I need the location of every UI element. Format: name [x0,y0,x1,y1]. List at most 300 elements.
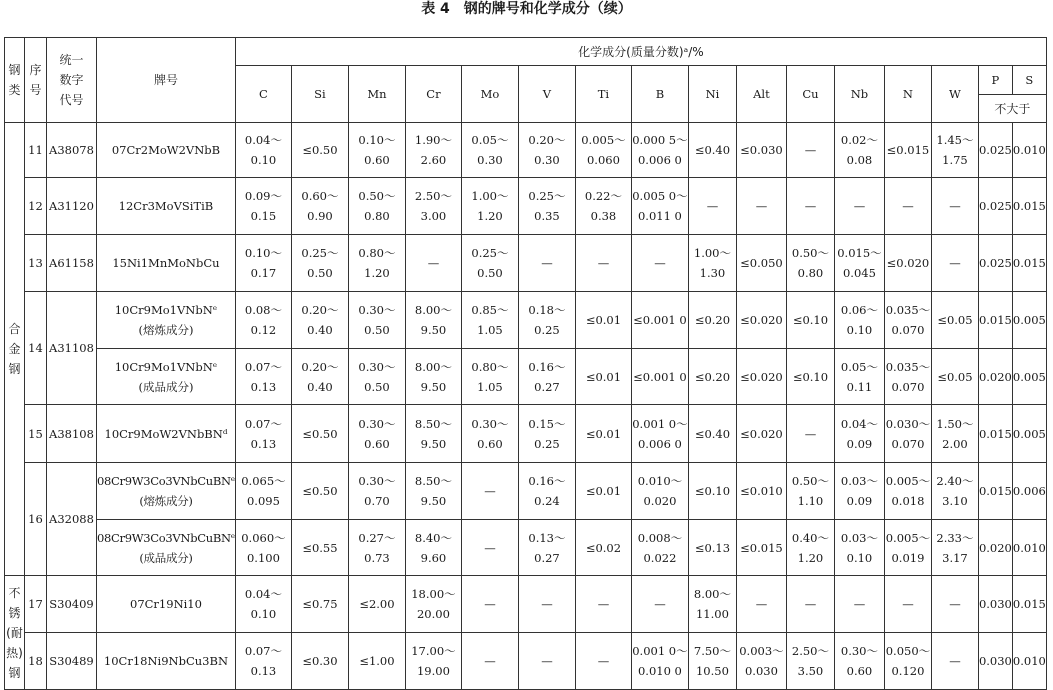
element-ni-cell [688,178,736,235]
element-s-cell: 0.010 [1012,123,1046,178]
element-si-cell [291,123,348,178]
element-nb-cell [834,123,884,178]
value-line: ≤0.030 [740,143,783,157]
element-p-cell: 0.025 [978,235,1012,292]
element-alt-cell [736,349,786,405]
value-line: 0.07～ [244,644,282,658]
value-line: ≤2.00 [359,597,395,611]
element-n-cell [884,235,931,292]
value-line: 9.60 [420,550,447,565]
value-line: 0.13～ [528,530,566,545]
grade-line: 15Ni1MnMoNbCu [112,256,220,270]
element-alt-cell [736,123,786,178]
header-element-w: W [931,66,978,123]
element-w-cell [931,576,978,633]
grade-line: (熔炼成分) [138,323,194,337]
value-line: — [484,540,496,555]
value-line: 1.30 [699,266,726,280]
value-line: — [853,199,866,213]
element-n-cell [884,123,931,178]
element-s-cell: 0.010 [1012,633,1046,690]
value-line: ≤0.50 [302,143,338,157]
element-nb-cell [834,576,884,633]
value-line: 0.035～ [885,359,931,374]
value-line: 0.80 [364,209,390,223]
element-cr-cell [405,123,461,178]
element-mn-cell [348,349,405,405]
value-line: 3.10 [942,494,968,508]
value-line: — [902,597,914,611]
value-line: 0.10～ [358,133,396,147]
value-line: — [597,654,610,668]
value-line: ≤0.05 [937,369,973,384]
grade-cell [97,405,236,463]
element-n-cell [884,349,931,405]
value-line: 9.50 [420,323,447,337]
grade-line: (成品成分) [138,379,194,394]
element-ni-cell [688,349,736,405]
unified-code-cell: A38108 [47,405,97,463]
value-line: 8.50～ [414,474,452,488]
value-line: 0.60 [846,664,873,678]
value-line: 0.22～ [584,189,622,203]
element-c-cell [235,405,291,463]
value-line: 0.005 0～ [632,189,688,203]
grade-cell [97,463,236,520]
value-line: 8.00～ [693,587,731,601]
value-line: 2.50～ [791,644,829,658]
value-line: ≤0.75 [302,597,338,611]
grade-line: 08Cr9W3Co3VNbCuBNᵉ [97,530,235,545]
grade-cell [97,520,236,576]
element-p-cell: 0.015 [978,405,1012,463]
grade-line: 12Cr3MoVSiTiB [118,199,214,213]
header-element-si: Si [291,66,348,123]
element-n-cell [884,405,931,463]
unified-code-cell: S30489 [47,633,97,690]
element-s-cell: 0.015 [1012,235,1046,292]
value-line: ≤0.020 [740,313,783,327]
value-line: 8.40～ [414,530,452,545]
element-c-cell [235,349,291,405]
element-w-cell [931,123,978,178]
value-line: ≤0.20 [694,313,731,327]
table-title: 表 4 钢的牌号和化学成分（续） [421,1,632,17]
value-line: 0.11 [846,379,873,394]
value-line: 0.60～ [301,189,339,203]
element-nb-cell [834,292,884,349]
unified-code-cell: A31120 [47,178,97,235]
table-row [5,633,1047,690]
seq-no-cell: 17 [25,576,47,633]
value-line: 0.019 [891,550,925,565]
element-b-cell [631,123,688,178]
value-line: 3.17 [942,550,968,565]
value-line: 0.38 [590,209,617,223]
value-line: 7.50～ [693,644,731,658]
steel-class-char: (耐 [6,625,23,640]
value-line: 0.095 [246,494,280,508]
grade-line: 10Cr18Ni9NbCu3BN [103,654,229,668]
value-line: 0.85～ [471,303,509,317]
seq-no-cell: 11 [25,123,47,178]
element-p-cell: 0.020 [978,520,1012,576]
header-element-s: S [1012,66,1046,95]
element-c-cell [235,520,291,576]
grade-cell [97,235,236,292]
element-v-cell [518,349,575,405]
element-mo-cell [461,235,518,292]
value-line: 1.00～ [693,246,731,260]
value-line: — [853,597,866,611]
value-line: — [804,597,817,611]
value-line: 2.60 [420,153,447,167]
element-n-cell [884,292,931,349]
element-cu-cell [786,349,834,405]
value-line: ≤0.01 [585,369,622,384]
header-element-alt: Alt [736,66,786,123]
header-element-mo: Mo [461,66,518,123]
value-line: — [804,426,817,441]
element-ni-cell [688,292,736,349]
element-mn-cell [348,520,405,576]
value-line: 0.30～ [358,359,396,374]
element-v-cell [518,633,575,690]
grade-line: 10Cr9Mo1VNbNᵉ [114,359,218,374]
table-row [5,349,1047,405]
element-cr-cell [405,292,461,349]
element-w-cell [931,405,978,463]
value-line: 0.20～ [301,359,339,374]
value-line: ≤0.10 [694,484,731,498]
value-line: — [484,597,496,611]
steel-class-char: 金 [8,342,21,356]
value-line: 3.50 [797,664,824,678]
value-line: 9.50 [420,436,447,451]
value-line: 0.020 [643,494,677,508]
element-ni-cell [688,235,736,292]
element-alt-cell [736,405,786,463]
value-line: 0.05～ [471,133,509,147]
header-chemical-composition: 化学成分(质量分数)ᵃ/% [235,38,1046,66]
table-row [5,463,1047,520]
value-line: ≤0.50 [302,484,338,498]
grade-cell [97,178,236,235]
grade-line: 10Cr9Mo1VNbNᵉ [114,303,218,317]
element-si-cell [291,463,348,520]
value-line: 0.60 [477,436,503,451]
value-line: ≤0.020 [740,426,783,441]
steel-class-char: 不 [8,585,21,600]
value-line: 0.30～ [358,416,396,431]
value-line: 2.50～ [414,189,452,203]
element-w-cell [931,292,978,349]
element-b-cell [631,576,688,633]
value-line: 1.05 [477,379,503,394]
value-line: 1.10 [797,494,824,508]
element-ni-cell [688,123,736,178]
element-w-cell [931,349,978,405]
element-cu-cell [786,292,834,349]
value-line: 0.011 0 [637,209,682,223]
element-mn-cell [348,463,405,520]
element-alt-cell [736,178,786,235]
value-line: 0.030 [744,664,778,678]
header-element-cr: Cr [405,66,461,123]
value-line: 0.03～ [840,474,878,488]
unified-code-cell: S30409 [47,576,97,633]
element-si-cell [291,235,348,292]
element-n-cell [884,520,931,576]
element-n-cell [884,633,931,690]
value-line: — [949,654,961,668]
value-line: 0.030～ [885,416,931,431]
value-line: 0.005～ [581,133,626,147]
value-line: 0.20～ [301,303,339,317]
element-cr-cell [405,520,461,576]
element-alt-cell [736,463,786,520]
header-element-v: V [518,66,575,123]
element-si-cell [291,576,348,633]
value-line: 0.27 [534,379,560,394]
value-line: 0.16～ [528,474,566,488]
table-row [5,576,1047,633]
element-c-cell [235,576,291,633]
element-s-cell: 0.006 [1012,463,1046,520]
value-line: 1.00～ [471,189,509,203]
element-mo-cell [461,178,518,235]
element-mn-cell [348,235,405,292]
element-mn-cell [348,405,405,463]
value-line: 0.07～ [244,416,282,431]
value-line: 9.50 [420,379,447,394]
value-line: 0.022 [643,550,677,565]
header-element-n: N [884,66,931,123]
element-ni-cell [688,405,736,463]
value-line: 0.35 [534,209,560,223]
grade-line: 10Cr9MoW2VNbBNᵈ [104,426,228,441]
value-line: 0.13 [250,664,277,678]
value-line: — [902,199,914,213]
element-cu-cell [786,520,834,576]
value-line: 0.060 [586,153,620,167]
element-ti-cell [575,123,631,178]
value-line: ≤0.015 [886,143,930,157]
element-b-cell [631,520,688,576]
element-cr-cell [405,463,461,520]
steel-class-char: 锈 [8,605,21,620]
value-line: ≤0.40 [694,143,731,157]
element-ni-cell [688,463,736,520]
element-c-cell [235,463,291,520]
value-line: ≤0.55 [302,540,338,555]
element-mn-cell [348,292,405,349]
element-v-cell [518,123,575,178]
table-row [5,292,1047,349]
value-line: 0.25～ [528,189,566,203]
element-si-cell [291,633,348,690]
element-w-cell [931,178,978,235]
value-line: 8.50～ [414,416,452,431]
value-line: 0.30～ [358,474,396,488]
value-line: 0.015～ [837,246,882,260]
value-line: 0.100 [246,550,280,565]
value-line: 1.90～ [414,133,452,147]
value-line: 3.00 [420,209,447,223]
table-row [5,235,1047,292]
grade-line: 08Cr9W3Co3VNbCuBNᵉ [97,474,235,488]
value-line: 0.13 [250,436,277,451]
value-line: 0.80～ [471,359,509,374]
value-line: 0.003～ [739,644,784,658]
element-nb-cell [834,520,884,576]
unified-code-cell: A32088 [47,463,97,576]
steel-class-cell [5,576,25,690]
element-w-cell [931,463,978,520]
value-line: ≤0.20 [694,369,731,384]
value-line: 0.07～ [244,359,282,374]
value-line: 11.00 [695,607,729,621]
element-cu-cell [786,633,834,690]
value-line: 0.27～ [358,530,396,545]
value-line: 0.02～ [840,133,878,147]
element-s-cell: 0.015 [1012,178,1046,235]
value-line: 0.50～ [791,474,829,488]
value-line: 0.010～ [637,474,683,488]
element-ni-cell [688,520,736,576]
table-row [5,178,1047,235]
element-mn-cell [348,123,405,178]
value-line: 0.070 [891,436,925,451]
element-alt-cell [736,292,786,349]
element-v-cell [518,292,575,349]
value-line: ≤0.10 [792,369,829,384]
value-line: 0.04～ [840,416,878,431]
value-line: 0.30 [534,153,560,167]
unified-code-cell: A38078 [47,123,97,178]
value-line: 0.10～ [244,246,282,260]
value-line: 0.060～ [241,530,286,545]
element-c-cell [235,123,291,178]
value-line: 0.10 [250,153,277,167]
element-si-cell [291,292,348,349]
element-ti-cell [575,292,631,349]
header-element-c: C [235,66,291,123]
value-line: 0.27 [534,550,560,565]
value-line: 1.20 [364,266,390,280]
value-line: — [706,199,719,213]
value-line: 0.045 [842,266,876,280]
header-unified-code: 统一 数字 代号 [47,38,97,123]
element-mo-cell [461,633,518,690]
value-line: 1.20 [797,550,824,565]
value-line: 0.10 [250,607,277,621]
header-element-cu: Cu [786,66,834,123]
grade-cell [97,123,236,178]
grade-cell [97,349,236,405]
value-line: — [755,597,768,611]
element-s-cell: 0.010 [1012,520,1046,576]
chemical-composition-table [4,37,1047,690]
element-ni-cell [688,633,736,690]
value-line: 0.50 [477,266,503,280]
header-element-b: B [631,66,688,123]
unified-code-cell: A31108 [47,292,97,405]
value-line: 1.05 [477,323,503,337]
element-cr-cell [405,405,461,463]
grade-cell [97,292,236,349]
value-line: ≤0.001 0 [633,313,687,327]
seq-no-cell: 15 [25,405,47,463]
value-line: 2.00 [942,436,968,451]
value-line: 0.30～ [471,416,509,431]
table-row [5,405,1047,463]
value-line: 0.25～ [471,246,509,260]
element-mo-cell [461,576,518,633]
element-cu-cell [786,235,834,292]
value-line: 19.00 [416,664,450,678]
header-seq-no: 序 号 [25,38,47,123]
element-ti-cell [575,178,631,235]
value-line: 0.12 [250,323,277,337]
value-line: — [804,143,817,157]
element-ni-cell [688,576,736,633]
value-line: 0.03～ [840,530,878,545]
value-line: — [597,597,610,611]
value-line: — [804,199,817,213]
element-nb-cell [834,405,884,463]
element-cr-cell [405,576,461,633]
value-line: ≤0.010 [740,484,783,498]
value-line: 0.50～ [358,189,396,203]
value-line: 0.09～ [244,189,282,203]
value-line: 0.17 [250,266,277,280]
element-p-cell: 0.015 [978,463,1012,520]
element-ti-cell [575,633,631,690]
element-s-cell: 0.015 [1012,576,1046,633]
value-line: 0.80～ [358,246,396,260]
header-element-ni: Ni [688,66,736,123]
element-cu-cell [786,123,834,178]
element-p-cell: 0.025 [978,178,1012,235]
value-line: 0.010 0 [637,664,682,678]
value-line: ≤0.020 [740,369,783,384]
value-line: — [654,256,666,270]
value-line: — [755,199,768,213]
value-line: ≤0.30 [302,654,338,668]
element-nb-cell [834,633,884,690]
value-line: 20.00 [416,607,450,621]
value-line: 0.10 [846,323,873,337]
element-si-cell [291,520,348,576]
value-line: 0.050～ [885,644,931,658]
element-c-cell [235,633,291,690]
value-line: 1.20 [477,209,503,223]
value-line: — [949,199,961,213]
grade-line: (熔炼成分) [139,494,193,508]
value-line: 0.30 [477,153,503,167]
element-ti-cell [575,576,631,633]
value-line: 0.50 [307,266,333,280]
value-line: 0.08～ [244,303,282,317]
value-line: 0.25 [534,323,560,337]
header-element-nb: Nb [834,66,884,123]
value-line: ≤0.050 [740,256,783,270]
value-line: ≤0.10 [792,313,829,327]
table-row [5,123,1047,178]
value-line: ≤0.05 [937,313,973,327]
value-line: 0.30～ [840,644,878,658]
